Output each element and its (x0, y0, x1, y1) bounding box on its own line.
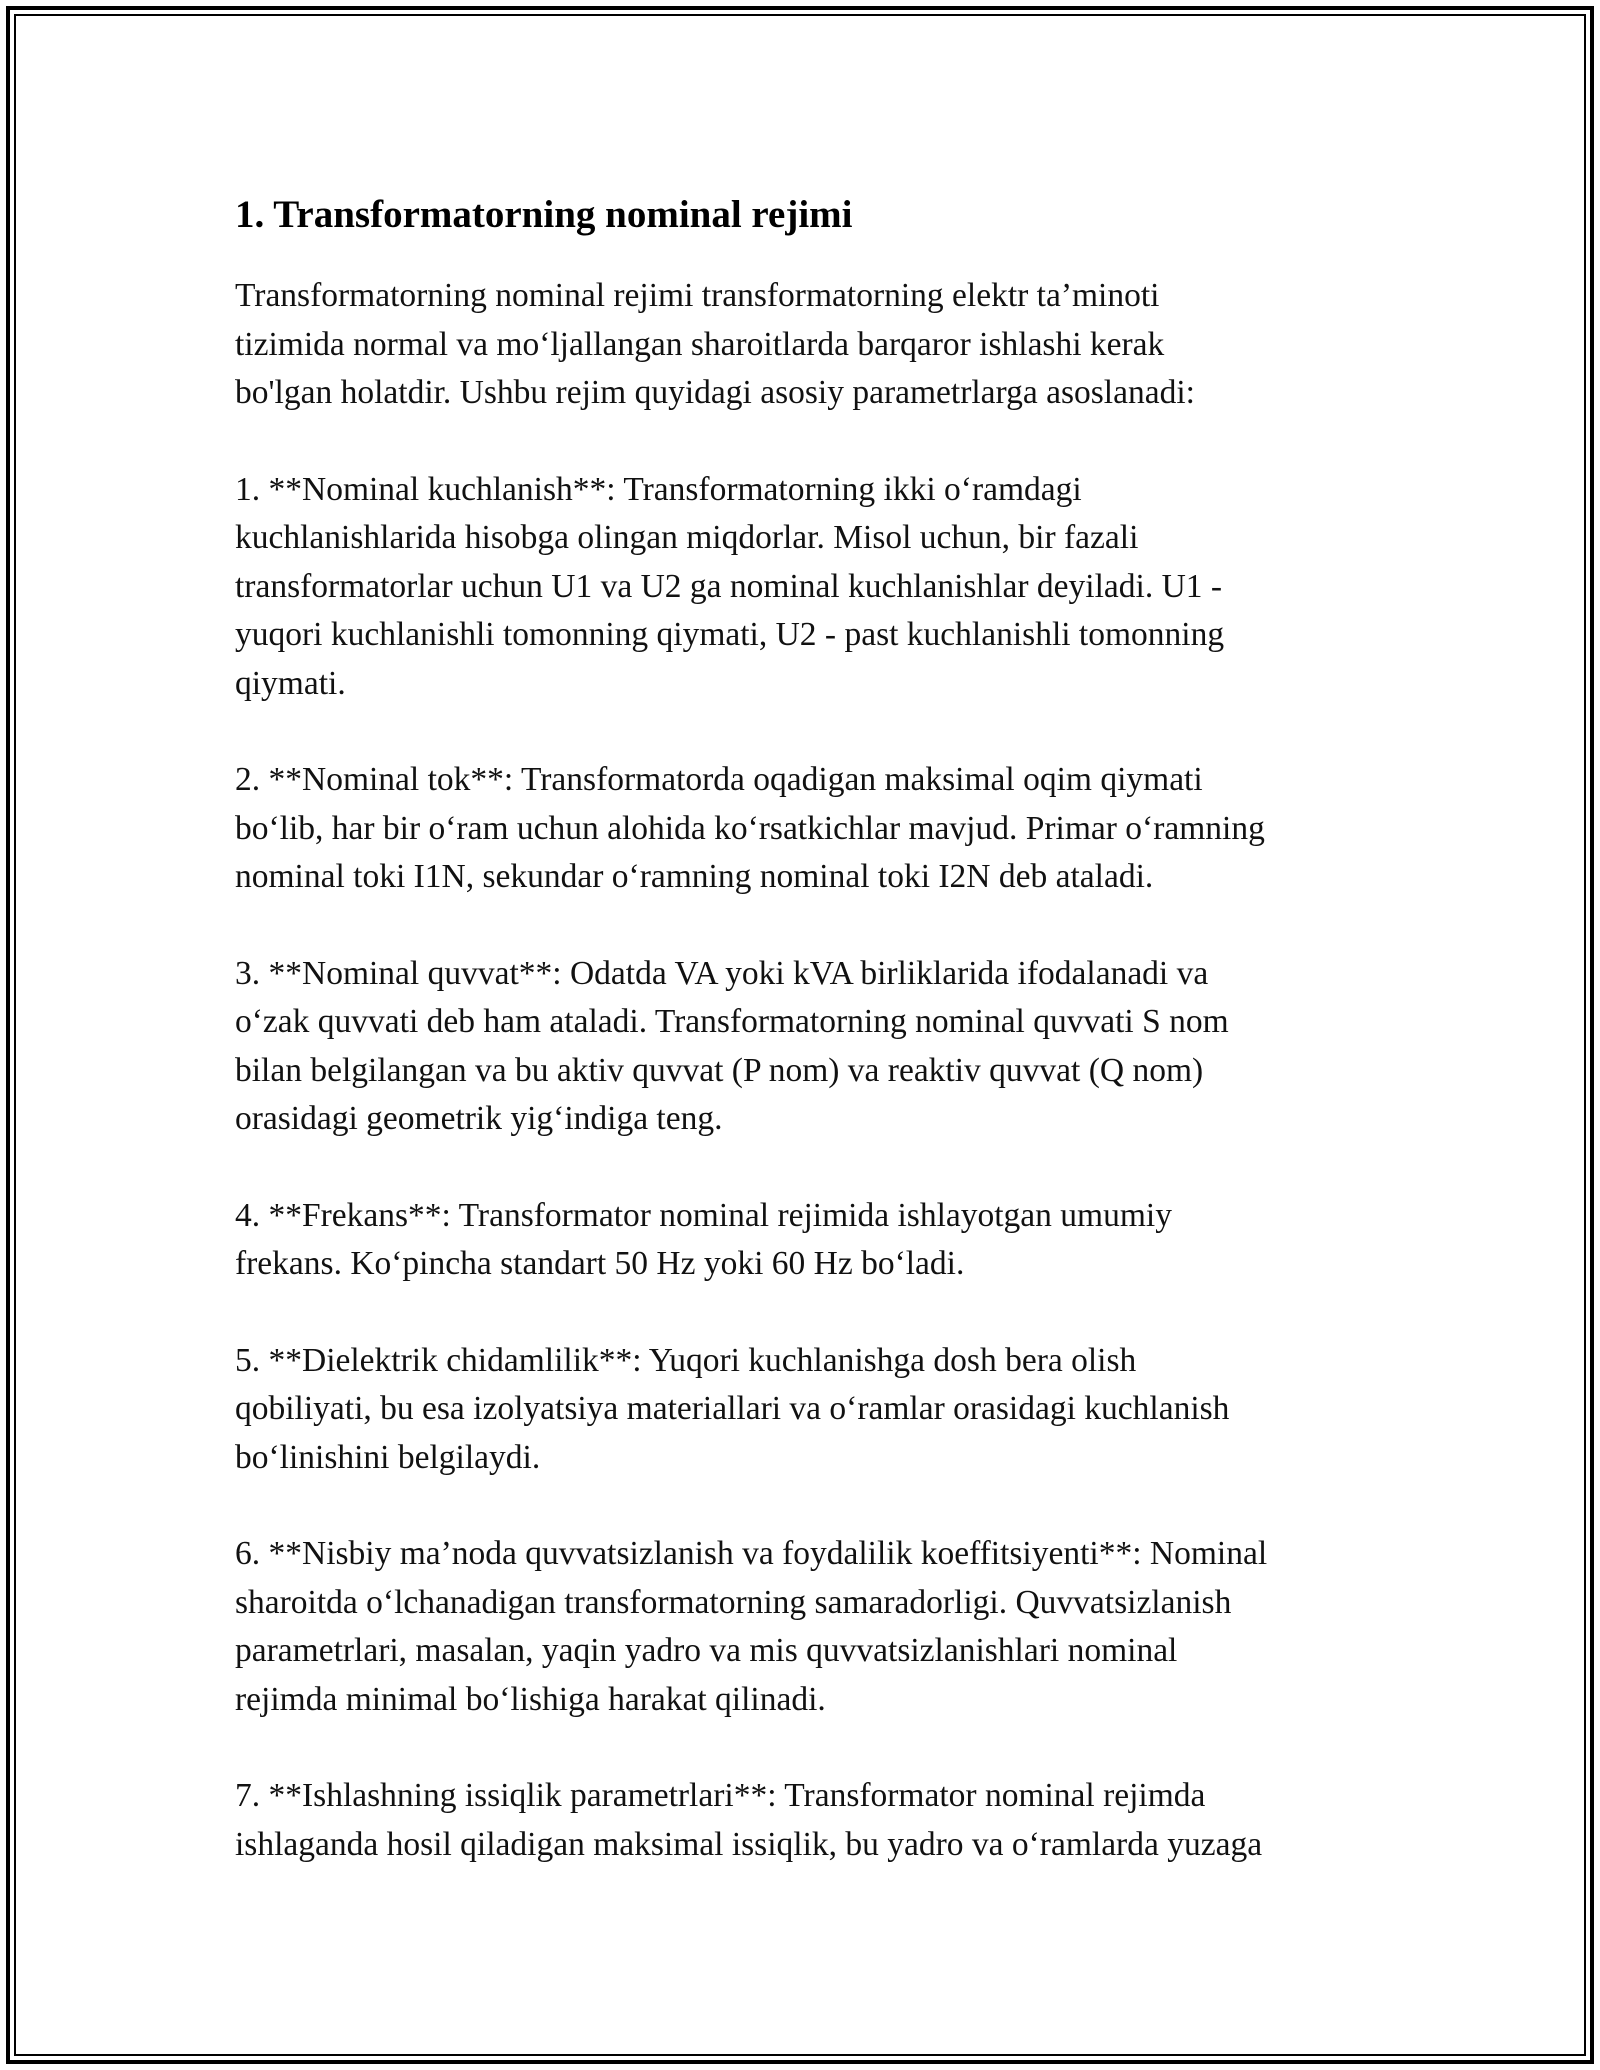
list-item-efficiency: 6. **Nisbiy ma’noda quvvatsizlanish va foydalilik koeffitsiyenti**: Nominal sharoitda o‘lchanadigan transformatorning samaradorligi. Quvvatsizlanish parametrlari, masalan, yaqin yadro va mis quvvatsizlanishlari nominal rejimda minimal bo‘lishiga harakat qilinadi. (235, 1535, 1268, 1718)
section-heading: 1. Transformatorning nominal rejimi (235, 193, 853, 236)
list-item-nominal-power: 3. **Nominal quvvat**: Odatda VA yoki kVA birliklarida ifodalanadi va o‘zak quvvati deb ham ataladi. Transformatorning nominal quvvati S nom bilan belgilangan va bu aktiv quvvat (P nom) va reaktiv quvvat (Q nom) orasidagi geometrik yig‘indiga teng. (235, 954, 1229, 1137)
list-item-frequency: 4. **Frekans**: Transformator nominal rejimida ishlayotgan umumiy frekans. Ko‘pincha standart 50 Hz yoki 60 Hz bo‘ladi. (235, 1196, 1172, 1282)
list-item-nominal-voltage: 1. **Nominal kuchlanish**: Transformatorning ikki o‘ramdagi kuchlanishlarida hisobga olingan miqdorlar. Misol uchun, bir fazali transformatorlar uchun U1 va U2 ga nominal kuchlanishlar deyiladi. U1 - yuqori kuchlanishli tomonning qiymati, U2 - past kuchlanishli tomonning qiymati. (235, 470, 1225, 702)
list-item-dielectric-strength: 5. **Dielektrik chidamlilik**: Yuqori kuchlanishga dosh bera olish qobiliyati, bu esa izolyatsiya materiallari va o‘ramlar orasidagi kuchlanish bo‘linishini belgilaydi. (235, 1341, 1230, 1476)
list-item-nominal-current: 2. **Nominal tok**: Transformatorda oqadigan maksimal oqim qiymati bo‘lib, har bir o‘ram uchun alohida ko‘rsatkichlar mavjud. Primar o‘ramning nominal toki I1N, sekundar o‘ramning nominal toki I2N deb ataladi. (235, 761, 1265, 895)
list-item-thermal-parameters: 7. **Ishlashning issiqlik parametrlari**: Transformator nominal rejimda ishlaganda hosil qiladigan maksimal issiqlik, bu yadro va o‘ramlarda yuzaga (235, 1777, 1263, 1863)
intro-paragraph: Transformatorning nominal rejimi transformatorning elektr ta’minoti tizimida normal va mo‘ljallangan sharoitlarda barqaror ishlashi kerak bo'lgan holatdir. Ushbu rejim quyidagi asosiy parametrlarga asoslanadi: (235, 277, 1195, 411)
document-body (235, 182, 1385, 1917)
